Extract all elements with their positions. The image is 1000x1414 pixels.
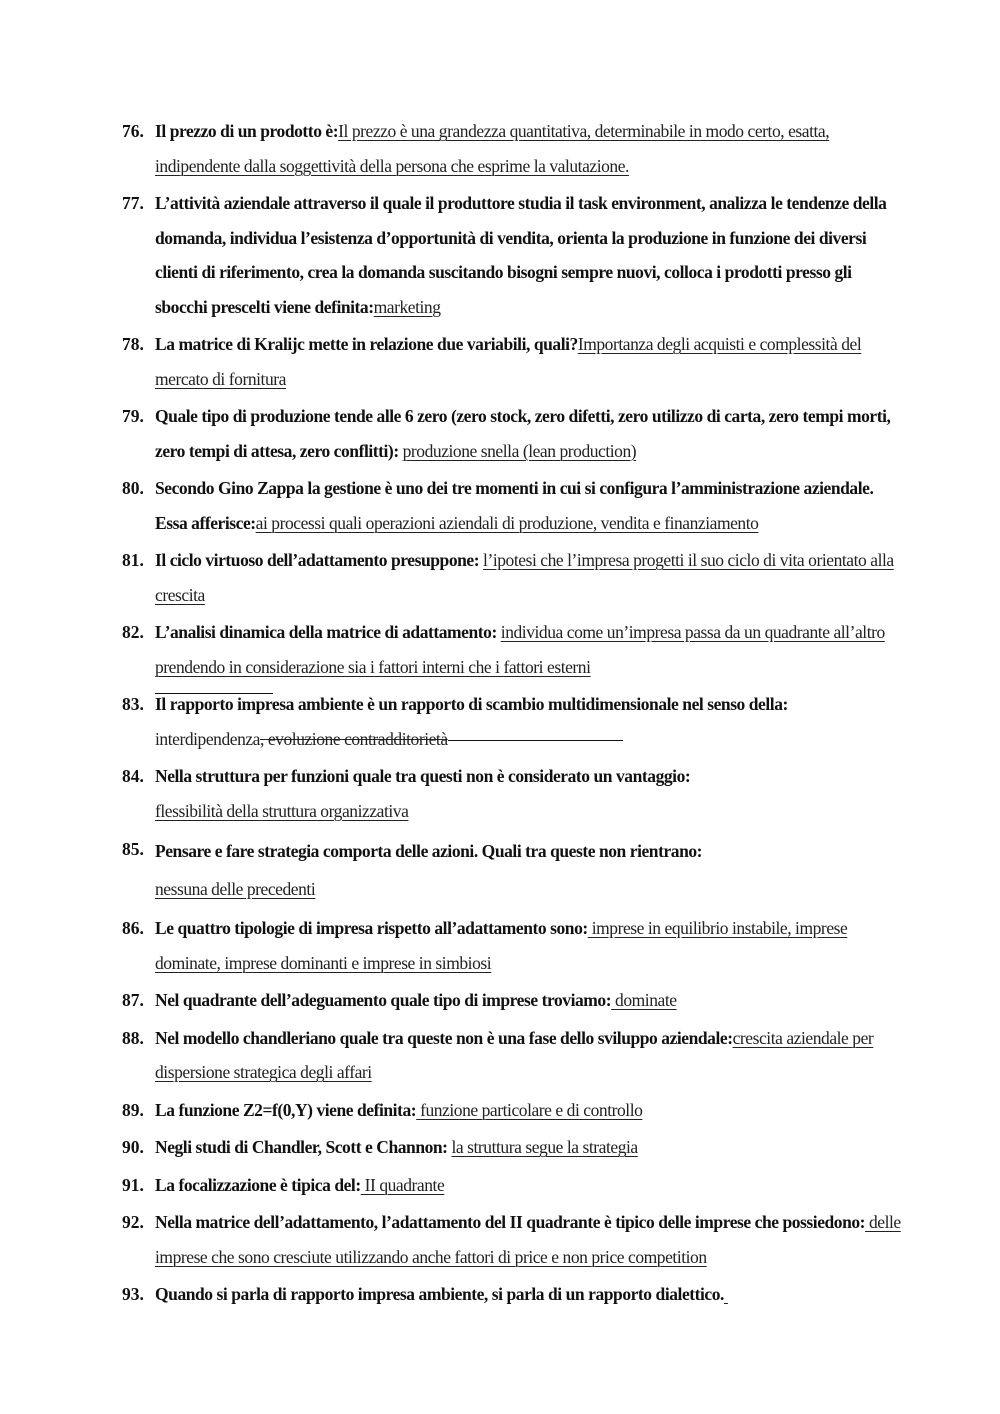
item-number: 87.: [122, 990, 144, 1010]
list-item: [122, 399, 902, 468]
list-item: [122, 1021, 902, 1090]
question-text: Il ciclo virtuoso dell’adattamento presuppone:: [155, 550, 484, 570]
answer-text: nessuna delle precedenti: [155, 879, 316, 899]
answer-text: la struttura segue la strategia: [451, 1137, 638, 1157]
item-number: 76.: [122, 121, 144, 141]
item-number: 89.: [122, 1099, 144, 1120]
list-item: [122, 1093, 902, 1128]
answer-text: marketing: [373, 296, 441, 317]
question-text: La funzione Z2=f(0,Y) viene definita:: [155, 1099, 417, 1120]
item-number: 84.: [122, 766, 144, 786]
question-text: La matrice di Kralijc mette in relazione due variabili, quali?: [155, 334, 578, 354]
list-item: [122, 615, 902, 684]
answer-text: interdipendenza: [155, 728, 261, 749]
item-number: 79.: [122, 406, 144, 426]
answer-text: dominate: [611, 990, 677, 1010]
question-text: Il prezzo di un prodotto è:: [155, 121, 339, 141]
question-text: Negli studi di Chandler, Scott e Channon:: [155, 1137, 452, 1157]
answer-text: delle imprese che sono cresciute utilizzando anche fattori di price e non price competition: [155, 1212, 901, 1267]
question-text: Il rapporto impresa ambiente è un rapporto di scambio multidimensionale nel senso della:: [155, 694, 788, 714]
question-list: [122, 114, 902, 1312]
question-text: L’analisi dinamica della matrice di adattamento:: [155, 622, 501, 642]
answer-text: individua come un’impresa passa da un quadrante all’altro prendendo in considerazione sia i fattori interni che i fattori esterni: [155, 622, 885, 677]
item-number: 80.: [122, 478, 144, 498]
question-text: Nel modello chandleriano quale tra queste non è una fase dello sviluppo aziendale:: [155, 1027, 733, 1048]
list-item: [122, 911, 902, 980]
item-number: 91.: [122, 1174, 144, 1195]
list-item: [122, 832, 902, 908]
overline-mark: [155, 693, 273, 694]
list-item: [122, 471, 902, 540]
item-number: 92.: [122, 1212, 144, 1232]
question-text: Quale tipo di produzione tende alle 6 zero (zero stock, zero difetti, zero utilizzo di carta, zero tempi morti, zero tempi di attesa, zero conflitti):: [155, 406, 891, 461]
item-number: 81.: [122, 550, 144, 570]
list-item: [122, 543, 902, 612]
strike-line: [448, 740, 623, 741]
item-number: 88.: [122, 1027, 144, 1048]
answer-text: Importanza degli acquisti e complessità del mercato di fornitura: [155, 334, 862, 389]
question-text: Nella matrice dell’adattamento, l’adattamento del II quadrante è tipico delle imprese che possiedono:: [155, 1212, 866, 1232]
answer-text: crescita aziendale per dispersione strategica degli affari: [155, 1027, 874, 1082]
list-item: [122, 114, 902, 183]
list-item: [122, 983, 902, 1018]
list-item: [122, 759, 902, 828]
item-number: 77.: [122, 193, 144, 213]
question-text: Quando si parla di rapporto impresa ambiente, si parla di un rapporto dialettico.: [155, 1284, 724, 1304]
item-number: 85.: [122, 839, 144, 859]
list-item: [122, 327, 902, 396]
answer-text: ai processi quali operazioni aziendali di produzione, vendita e finanziamento: [255, 512, 759, 533]
answer-text: produzione snella (lean production): [402, 440, 637, 461]
question-text: Nel quadrante dell’adeguamento quale tipo di imprese troviamo:: [155, 990, 612, 1010]
question-text: Nella struttura per funzioni quale tra questi non è considerato un vantaggio:: [155, 766, 691, 786]
list-item: [122, 1205, 902, 1274]
list-item: [122, 1130, 902, 1165]
list-item: [122, 1277, 902, 1312]
item-number: 93.: [122, 1284, 144, 1304]
question-text: Pensare e fare strategia comporta delle azioni. Quali tra queste non rientrano:: [155, 841, 703, 861]
item-number: 78.: [122, 334, 144, 354]
answer-text: funzione particolare e di controllo: [416, 1099, 643, 1120]
item-number: 86.: [122, 918, 144, 938]
item-number: 82.: [122, 622, 144, 642]
list-item: [122, 687, 902, 756]
answer-text: flessibilità della struttura organizzativa: [155, 800, 409, 821]
list-item: [122, 186, 902, 324]
question-text: Le quattro tipologie di impresa rispetto all’adattamento sono:: [155, 918, 588, 938]
question-text: L’attività aziendale attraverso il quale il produttore studia il task environment, analizza le tendenze della domanda, individua l’esistenza d’opportunità di vendita, orienta la produzione in funzione dei diversi clienti di riferimento, crea la domanda suscitando bisogni sempre nuovi, colloca i prodotti presso gli sbocchi prescelti viene definita:: [155, 193, 887, 317]
answer-text: imprese in equilibrio instabile, imprese dominate, imprese dominanti e imprese in simbiosi: [155, 918, 848, 973]
item-number: 90.: [122, 1137, 144, 1157]
answer-text: Il prezzo è una grandezza quantitativa, determinabile in modo certo, esatta, indipendente dalla soggettività della persona che esprime la valutazione.: [155, 121, 830, 176]
answer-text: II quadrante: [360, 1174, 445, 1195]
answer-text-struck: , evoluzione contradditorietà: [260, 728, 448, 749]
answer-text: [724, 1284, 728, 1304]
item-number: 83.: [122, 694, 144, 714]
question-text: Secondo Gino Zappa la gestione è uno dei tre momenti in cui si configura l’amministrazione aziendale. Essa afferisce:: [155, 478, 874, 533]
answer-text: l’ipotesi che l’impresa progetti il suo ciclo di vita orientato alla crescita: [155, 550, 894, 605]
list-item: [122, 1168, 902, 1203]
question-text: La focalizzazione è tipica del:: [155, 1174, 361, 1195]
